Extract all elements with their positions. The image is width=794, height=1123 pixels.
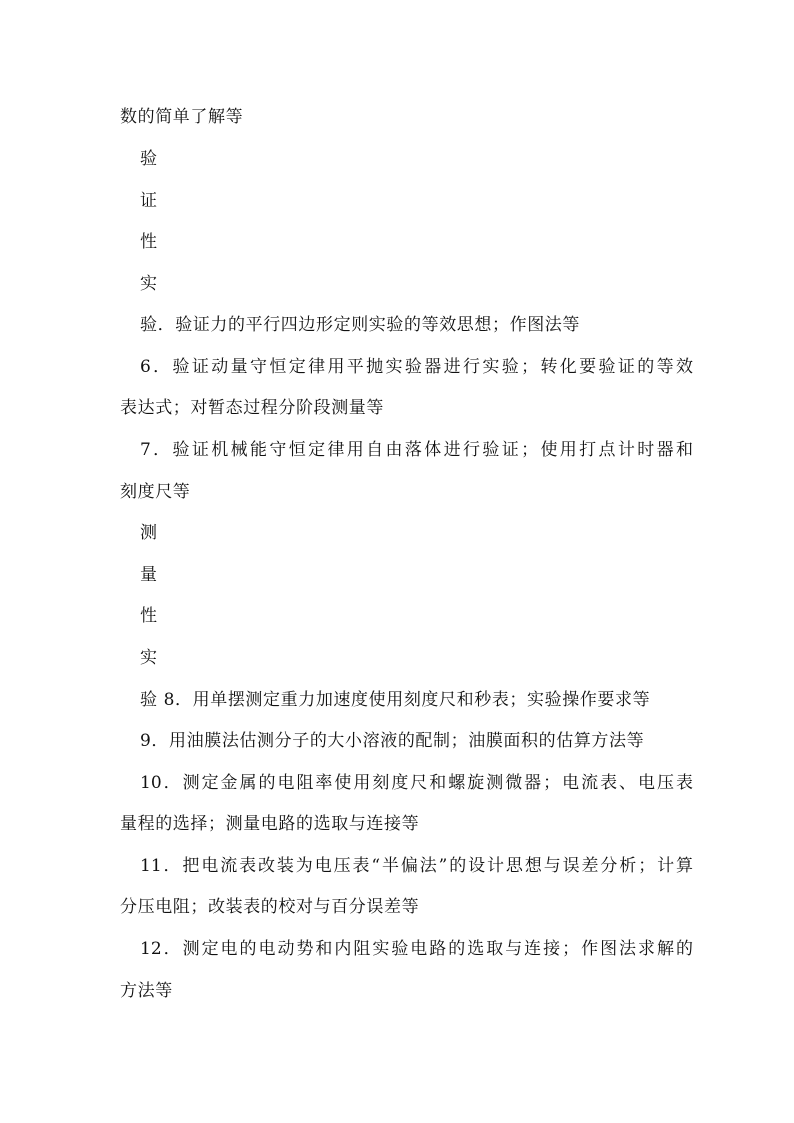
category-char: 测 [140,523,158,543]
experiment-9-line: 9．用油膜法估测分子的大小溶液的配制；油膜面积的估算方法等 [140,731,645,751]
experiment-10-continuation: 量程的选择；测量电路的选取与连接等 [120,814,420,834]
experiment-12-line: 12．测定电的电动势和内阻实验电路的选取与连接；作图法求解的 [140,939,693,959]
text-line-continuation: 数的简单了解等 [120,107,244,127]
experiment-10-line: 10．测定金属的电阻率使用刻度尺和螺旋测微器；电流表、电压表 [140,773,693,793]
category-char: 实 [140,274,158,294]
category-char: 实 [140,648,158,668]
category-char: 性 [140,606,158,626]
category-char: 证 [140,191,158,211]
category-char: 验 [140,149,158,169]
experiment-7-line: 7．验证机械能守恒定律用自由落体进行验证；使用打点计时器和 [140,440,693,460]
category-char: 量 [140,565,158,585]
experiment-6-continuation: 表达式；对暂态过程分阶段测量等 [120,398,384,418]
experiment-7-continuation: 刻度尺等 [120,482,191,502]
experiment-line: 验．验证力的平行四边形定则实验的等效思想；作图法等 [140,315,580,335]
experiment-11-line: 11．把电流表改装为电压表“半偏法”的设计思想与误差分析；计算 [140,856,693,876]
experiment-8-line: 验 8．用单摆测定重力加速度使用刻度尺和秒表；实验操作要求等 [140,690,651,710]
category-char: 性 [140,232,158,252]
experiment-11-continuation: 分压电阻；改装表的校对与百分误差等 [120,897,420,917]
experiment-12-continuation: 方法等 [120,981,173,1001]
experiment-6-line: 6．验证动量守恒定律用平抛实验器进行实验；转化要验证的等效 [140,357,693,377]
